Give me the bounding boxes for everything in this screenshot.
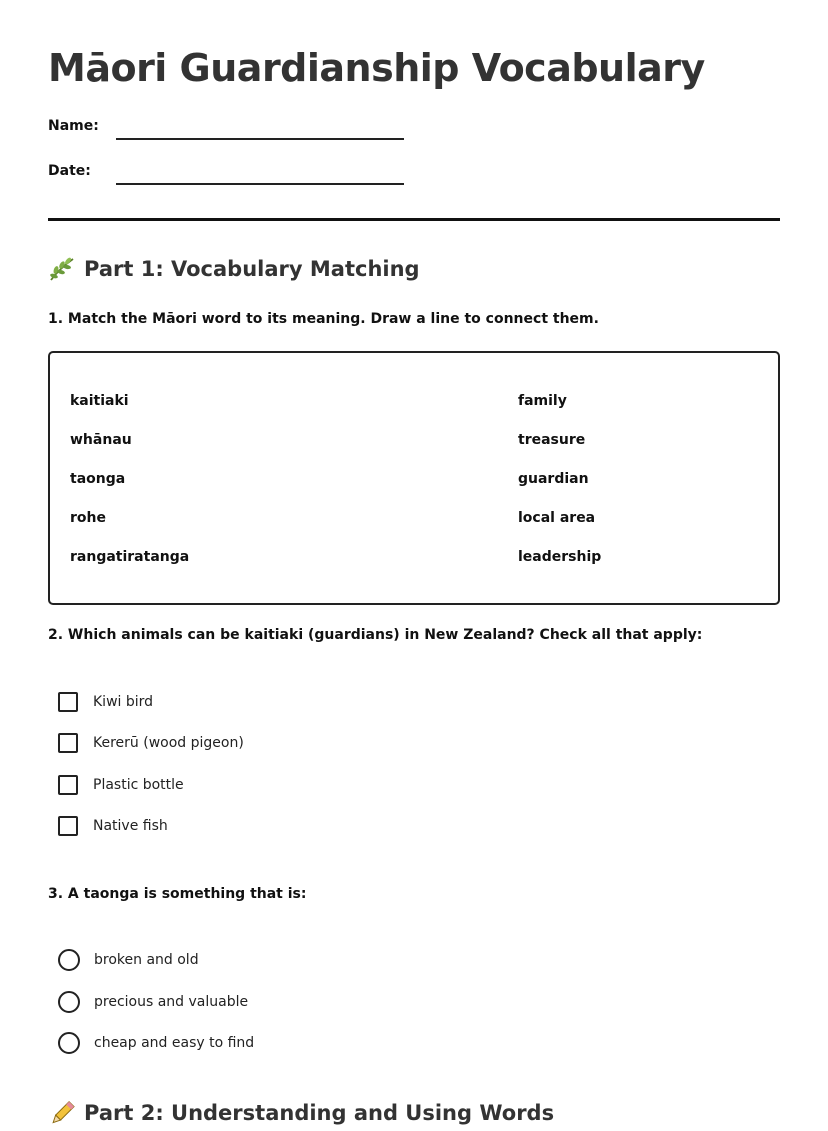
part2-heading: [48, 1100, 554, 1126]
meaning-item[interactable]: treasure: [518, 432, 586, 448]
radio-option[interactable]: [58, 989, 248, 1015]
radio-button[interactable]: [58, 991, 80, 1013]
checkbox-option[interactable]: [58, 689, 153, 715]
question-2: 2. Which animals can be kaitiaki (guardians) in New Zealand? Check all that apply:: [48, 627, 703, 643]
meanings-column: [518, 391, 601, 586]
name-label: Name:: [48, 118, 99, 134]
meaning-item[interactable]: local area: [518, 510, 596, 526]
question-1: 1. Match the Māori word to its meaning. Draw a line to connect them.: [48, 311, 599, 327]
checkbox[interactable]: [58, 733, 78, 753]
name-field[interactable]: [48, 118, 408, 148]
meaning-item[interactable]: guardian: [518, 471, 589, 487]
option-label: precious and valuable: [94, 993, 249, 1010]
maori-words-column: [70, 391, 189, 586]
option-label: broken and old: [94, 952, 199, 968]
meaning-item[interactable]: family: [518, 393, 567, 409]
option-label: cheap and easy to find: [94, 1035, 255, 1051]
part2-heading-text: Part 2: Understanding and Using Words: [84, 1101, 555, 1125]
option-label: Kiwi bird: [93, 694, 154, 710]
pencil-icon: [48, 1100, 76, 1126]
leaf-icon: [48, 256, 76, 282]
maori-word[interactable]: rohe: [70, 510, 106, 526]
radio-button[interactable]: [58, 1032, 80, 1054]
checkbox[interactable]: [58, 775, 78, 795]
checkbox-option[interactable]: [58, 813, 168, 839]
matching-box: [48, 351, 780, 605]
maori-word[interactable]: kaitiaki: [70, 393, 129, 409]
option-label: Plastic bottle: [93, 776, 184, 793]
page-title: Māori Guardianship Vocabulary: [48, 46, 705, 90]
maori-word[interactable]: rangatiratanga: [70, 549, 190, 565]
question-3: 3. A taonga is something that is:: [48, 886, 307, 902]
maori-word[interactable]: whānau: [70, 432, 132, 448]
checkbox-option[interactable]: [58, 772, 184, 798]
radio-button[interactable]: [58, 949, 80, 971]
radio-option[interactable]: [58, 1030, 254, 1056]
checkbox[interactable]: [58, 692, 78, 712]
option-label: Native fish: [93, 817, 168, 834]
date-label: Date:: [48, 163, 91, 179]
date-line[interactable]: [116, 183, 404, 185]
part1-heading-text: Part 1: Vocabulary Matching: [84, 257, 420, 281]
date-field[interactable]: [48, 163, 408, 193]
checkbox-option[interactable]: [58, 730, 244, 756]
part1-heading: [48, 256, 420, 282]
meaning-item[interactable]: leadership: [518, 549, 602, 565]
name-line[interactable]: [116, 138, 404, 140]
option-label: Kererū (wood pigeon): [93, 735, 244, 752]
maori-word[interactable]: taonga: [70, 471, 126, 487]
header-divider: [48, 218, 780, 221]
checkbox[interactable]: [58, 816, 78, 836]
radio-option[interactable]: [58, 947, 199, 973]
